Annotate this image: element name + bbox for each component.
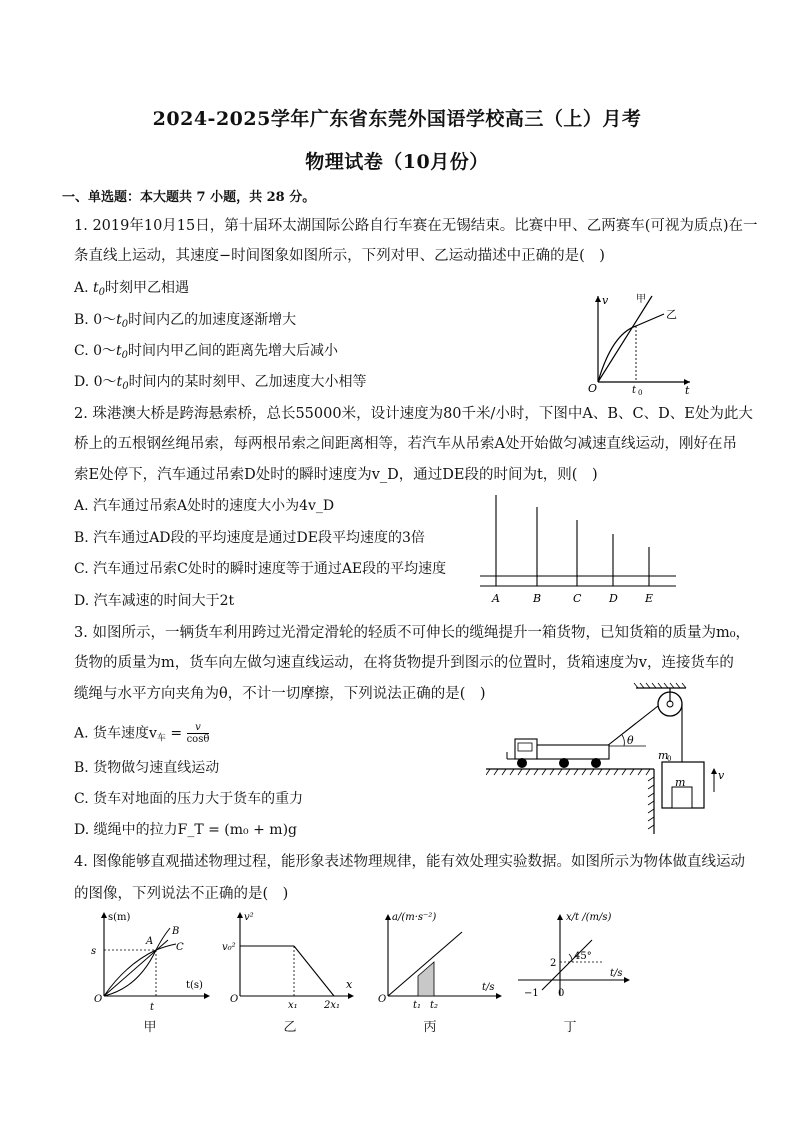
q2-option-c: C. 汽车通过吊索C处时的瞬时速度等于通过AE段的平均速度 <box>74 561 447 577</box>
bing-t-axis-label: t/s <box>482 982 495 993</box>
jia-curve-c-label: C <box>176 942 184 953</box>
caption-bing: 丙 <box>423 1020 437 1035</box>
bing-origin-label: O <box>378 994 387 1005</box>
bing-t1-label: t₁ <box>413 1000 422 1011</box>
t0-label: t <box>632 385 637 396</box>
yi-label: 乙 <box>666 308 677 321</box>
v-axis-label: v <box>602 294 609 307</box>
q1-line2: 条直线上运动，其速度−时间图象如图所示，下列对甲、乙运动描述中正确的是( ) <box>74 248 605 264</box>
q3-option-b: B. 货物做匀速直线运动 <box>74 760 220 776</box>
q4-graph-jia <box>86 908 216 1012</box>
t-axis-label: t <box>685 384 690 396</box>
origin-label: O <box>588 382 598 395</box>
yi-v2-axis-label: v² <box>244 912 254 923</box>
t0-subscript: 0 <box>638 389 643 396</box>
cable-label-d: D <box>609 592 618 605</box>
q2-option-d: D. 汽车减速的时间大于2t <box>74 593 235 609</box>
ding-zero-label: 0 <box>558 988 565 999</box>
q4-graph-ding <box>508 904 638 1008</box>
exam-subtitle: 物理试卷（10月份） <box>305 151 489 173</box>
q1-option-a: A. $t_0$时刻甲乙相遇 <box>74 280 190 298</box>
cable-label-c: C <box>573 592 582 605</box>
yi-x-axis-label: x <box>346 978 353 991</box>
q3-line3: 缆绳与水平方向夹角为θ，不计一切摩擦，下列说法正确的是( ) <box>74 686 486 702</box>
jia-s-axis-label: s(m) <box>108 912 131 923</box>
q4-line2: 的图像，下列说法不正确的是( ) <box>74 886 289 902</box>
q2-option-b: B. 汽车通过AD段的平均速度是通过DE段平均速度的3倍 <box>74 530 425 546</box>
bing-a-axis-label: a/(m·s⁻²) <box>392 912 437 923</box>
jia-curve-a-label: A <box>146 936 154 947</box>
ding-t-axis-label: t/s <box>610 968 623 979</box>
theta-label: θ <box>627 734 634 747</box>
q1-option-d: D. $0\sim t_0$时间内的某时刻甲、乙加速度大小相等 <box>74 374 367 392</box>
q2-option-a: A. 汽车通过吊索A处时的速度大小为4v_D <box>74 498 335 514</box>
q1-line1: 1. 2019年10月15日，第十届环太湖国际公路自行车赛在无锡结束。比赛中甲、乙两赛车(可视为质点)在一 <box>74 218 758 234</box>
cable-label-e: E <box>645 592 654 605</box>
jia-s1-label: s <box>91 946 97 957</box>
q1-option-b: B. $0\sim t_0$时间内乙的加速度逐渐增大 <box>74 312 297 330</box>
yi-x1-label: x₁ <box>288 1000 298 1011</box>
q2-line3: 索E处停下，汽车通过吊索D处时的瞬时速度为v_D，通过DE段的时间为t，则( ) <box>74 467 598 483</box>
section-heading: 一、单选题：本大题共 7 小题，共 28 分。 <box>62 190 316 205</box>
ding-angle-label: 45° <box>574 951 592 962</box>
m-label: m <box>675 776 686 789</box>
caption-ding: 丁 <box>563 1020 577 1035</box>
q2-line1: 2. 珠港澳大桥是跨海悬索桥，总长55000米，设计速度为80千米/小时，下图中A、B、C、D、E处为此大 <box>74 406 753 422</box>
ding-y-axis-label: x/t /(m/s) <box>566 912 612 923</box>
q1-vt-graph <box>584 288 696 396</box>
jia-t-axis-label: t(s) <box>186 980 203 991</box>
q3-option-c: C. 货车对地面的压力大于货车的重力 <box>74 791 304 807</box>
q1-option-c: C. $0\sim t_0$时间内甲乙间的距离先增大后减小 <box>74 343 339 361</box>
yi-origin-label: O <box>230 994 239 1005</box>
yi-2x1-label: 2x₁ <box>324 1000 341 1011</box>
exam-title: 2024-2025学年广东省东莞外国语学校高三（上）月考 <box>152 108 642 130</box>
ding-neg1-label: −1 <box>524 988 539 999</box>
q3-line2: 货物的质量为m，货车向左做匀速直线运动，在将货物提升到图示的位置时，货箱速度为v，连接货车的 <box>74 655 734 671</box>
q4-line1: 4. 图像能够直观描述物理过程，能形象表述物理规律，能有效处理实验数据。如图所示为物体做直线运动 <box>74 854 745 870</box>
cable-label-b: B <box>533 592 542 605</box>
q3-option-a: A. 货车速度$v_车$ = $\frac{v}{\cos\theta}$ <box>74 722 210 745</box>
jia-t1-label: t <box>150 1002 155 1012</box>
q2-line2: 桥上的五根钢丝绳吊索，每两根吊索之间距离相等，若汽车从吊索A处开始做匀减速直线运动，刚好在吊 <box>74 436 737 452</box>
jia-origin-label: O <box>94 994 103 1005</box>
cable-label-a: A <box>492 592 500 605</box>
caption-jia: 甲 <box>143 1020 157 1035</box>
q3-line1: 3. 如图所示，一辆货车利用跨过光滑定滑轮的轻质不可伸长的缆绳提升一箱货物，已知货箱的质量为m₀， <box>74 625 751 641</box>
jia-label: 甲 <box>636 294 646 305</box>
m0-label: m <box>658 749 669 762</box>
q2-bridge-figure <box>478 490 678 608</box>
v-arrow-label: v <box>718 769 725 782</box>
caption-yi: 乙 <box>283 1020 297 1035</box>
jia-curve-b-label: B <box>172 926 180 937</box>
m0-subscript: 0 <box>667 755 672 763</box>
q3-truck-pulley-figure <box>486 682 736 840</box>
bing-t2-label: t₂ <box>430 1000 439 1011</box>
q4-graph-yi <box>222 908 362 1012</box>
q3-option-d: D. 缆绳中的拉力F_T = (m₀ + m)g <box>74 822 297 838</box>
q4-graph-bing <box>370 906 510 1012</box>
yi-v02-label: v₀² <box>222 942 236 953</box>
ding-two-label: 2 <box>550 958 557 969</box>
